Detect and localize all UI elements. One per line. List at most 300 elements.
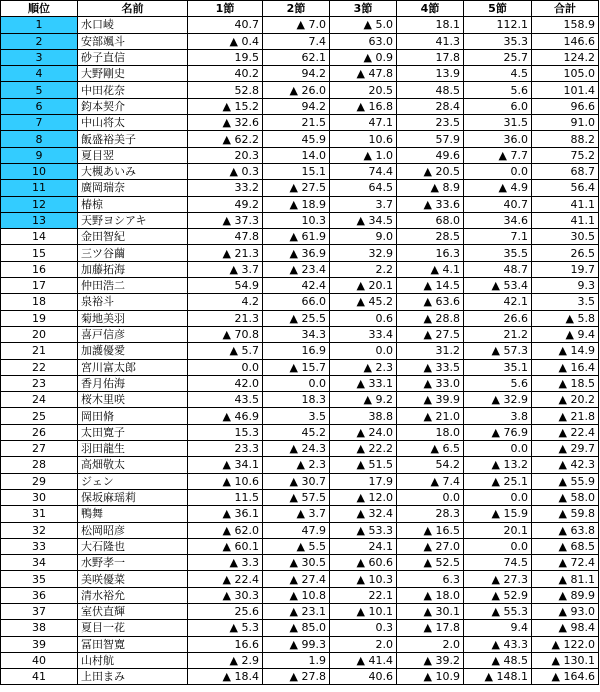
rank-cell: 30 <box>1 489 78 505</box>
total-cell: 30.5 <box>532 229 599 245</box>
round-3-cell: 20.5 <box>330 82 397 98</box>
round-5-cell: ▲ 43.3 <box>464 636 532 652</box>
round-2-cell: ▲ 23.1 <box>263 603 330 619</box>
total-cell: 146.6 <box>532 33 599 49</box>
round-4-cell: 28.5 <box>397 229 464 245</box>
total-cell: 75.2 <box>532 147 599 163</box>
table-row <box>1 538 599 554</box>
round-5-cell: 48.7 <box>464 261 532 277</box>
rank-cell: 23 <box>1 375 78 391</box>
table-row <box>1 571 599 587</box>
round-5-cell: 35.5 <box>464 245 532 261</box>
round-5-cell: 34.6 <box>464 212 532 228</box>
round-2-cell: ▲ 27.8 <box>263 669 330 685</box>
name-cell: 岡田脩 <box>78 408 188 424</box>
round-2-cell: ▲ 5.5 <box>263 538 330 554</box>
table-row <box>1 17 599 33</box>
round-3-cell: 24.1 <box>330 538 397 554</box>
round-4-cell: ▲ 63.6 <box>397 294 464 310</box>
round-2-cell: ▲ 57.5 <box>263 489 330 505</box>
round-3-cell: ▲ 16.8 <box>330 98 397 114</box>
header-name: 名前 <box>78 1 188 17</box>
round-4-cell: 41.3 <box>397 33 464 49</box>
header-round-5: 5節 <box>464 1 532 17</box>
name-cell: 中田花奈 <box>78 82 188 98</box>
round-1-cell: 40.2 <box>188 66 263 82</box>
name-cell: 高畑敬太 <box>78 457 188 473</box>
round-4-cell: 2.0 <box>397 636 464 652</box>
table-row <box>1 196 599 212</box>
round-5-cell: ▲ 15.9 <box>464 506 532 522</box>
round-4-cell: ▲ 27.5 <box>397 326 464 342</box>
round-1-cell: 23.3 <box>188 441 263 457</box>
round-5-cell: ▲ 53.4 <box>464 278 532 294</box>
table-row <box>1 473 599 489</box>
round-5-cell: ▲ 52.9 <box>464 587 532 603</box>
round-5-cell: 9.4 <box>464 620 532 636</box>
name-cell: 清水裕允 <box>78 587 188 603</box>
total-cell: ▲ 89.9 <box>532 587 599 603</box>
table-row <box>1 652 599 668</box>
round-5-cell: ▲ 27.3 <box>464 571 532 587</box>
round-2-cell: 16.9 <box>263 343 330 359</box>
round-2-cell: 62.1 <box>263 49 330 65</box>
rank-cell: 14 <box>1 229 78 245</box>
round-1-cell: ▲ 70.8 <box>188 326 263 342</box>
total-cell: 56.4 <box>532 180 599 196</box>
round-3-cell: 0.3 <box>330 620 397 636</box>
rank-cell: 28 <box>1 457 78 473</box>
round-2-cell: 42.4 <box>263 278 330 294</box>
rank-cell: 1 <box>1 17 78 33</box>
name-cell: 松岡昭彦 <box>78 522 188 538</box>
round-1-cell: ▲ 36.1 <box>188 506 263 522</box>
round-4-cell: 54.2 <box>397 457 464 473</box>
total-cell: 158.9 <box>532 17 599 33</box>
round-4-cell: ▲ 20.5 <box>397 163 464 179</box>
round-2-cell: 66.0 <box>263 294 330 310</box>
name-cell: 冨田智寛 <box>78 636 188 652</box>
rank-cell: 35 <box>1 571 78 587</box>
total-cell: 124.2 <box>532 49 599 65</box>
table-row <box>1 522 599 538</box>
rank-cell: 5 <box>1 82 78 98</box>
round-1-cell: 16.6 <box>188 636 263 652</box>
round-2-cell: ▲ 85.0 <box>263 620 330 636</box>
name-cell: 山村航 <box>78 652 188 668</box>
round-1-cell: ▲ 62.0 <box>188 522 263 538</box>
round-1-cell: ▲ 5.7 <box>188 343 263 359</box>
round-4-cell: 48.5 <box>397 82 464 98</box>
round-4-cell: ▲ 28.8 <box>397 310 464 326</box>
total-cell: ▲ 98.4 <box>532 620 599 636</box>
round-1-cell: ▲ 62.2 <box>188 131 263 147</box>
round-3-cell: 74.4 <box>330 163 397 179</box>
round-3-cell: 2.2 <box>330 261 397 277</box>
round-1-cell: 4.2 <box>188 294 263 310</box>
name-cell: 鈞本契介 <box>78 98 188 114</box>
round-5-cell: ▲ 48.5 <box>464 652 532 668</box>
table-row <box>1 180 599 196</box>
round-1-cell: ▲ 3.7 <box>188 261 263 277</box>
round-3-cell: 9.0 <box>330 229 397 245</box>
round-2-cell: ▲ 24.3 <box>263 441 330 457</box>
round-2-cell: ▲ 25.5 <box>263 310 330 326</box>
round-5-cell: 3.8 <box>464 408 532 424</box>
name-cell: 大石隆也 <box>78 538 188 554</box>
round-1-cell: 20.3 <box>188 147 263 163</box>
round-1-cell: ▲ 15.2 <box>188 98 263 114</box>
rank-cell: 10 <box>1 163 78 179</box>
round-5-cell: ▲ 7.7 <box>464 147 532 163</box>
round-5-cell: 74.5 <box>464 555 532 571</box>
table-row <box>1 278 599 294</box>
round-3-cell: 22.1 <box>330 587 397 603</box>
name-cell: 大槻あいみ <box>78 163 188 179</box>
round-3-cell: ▲ 2.3 <box>330 359 397 375</box>
round-2-cell: 94.2 <box>263 66 330 82</box>
total-cell: ▲ 21.8 <box>532 408 599 424</box>
round-5-cell: 4.5 <box>464 66 532 82</box>
name-cell: 仲田浩二 <box>78 278 188 294</box>
round-1-cell: 52.8 <box>188 82 263 98</box>
round-5-cell: 6.0 <box>464 98 532 114</box>
round-1-cell: ▲ 32.6 <box>188 115 263 131</box>
round-2-cell: 45.9 <box>263 131 330 147</box>
round-5-cell: 35.1 <box>464 359 532 375</box>
table-row <box>1 66 599 82</box>
round-2-cell: 45.2 <box>263 424 330 440</box>
round-5-cell: 0.0 <box>464 441 532 457</box>
rank-cell: 27 <box>1 441 78 457</box>
total-cell: 3.5 <box>532 294 599 310</box>
round-3-cell: 33.4 <box>330 326 397 342</box>
round-4-cell: 28.4 <box>397 98 464 114</box>
round-1-cell: 0.0 <box>188 359 263 375</box>
rank-cell: 32 <box>1 522 78 538</box>
round-3-cell: ▲ 5.0 <box>330 17 397 33</box>
name-cell: 夏目翌 <box>78 147 188 163</box>
table-row <box>1 82 599 98</box>
round-3-cell: 47.1 <box>330 115 397 131</box>
round-5-cell: 7.1 <box>464 229 532 245</box>
total-cell: ▲ 59.8 <box>532 506 599 522</box>
round-2-cell: ▲ 7.0 <box>263 17 330 33</box>
total-cell: ▲ 164.6 <box>532 669 599 685</box>
round-5-cell: ▲ 57.3 <box>464 343 532 359</box>
round-2-cell: ▲ 30.5 <box>263 555 330 571</box>
round-1-cell: 40.7 <box>188 17 263 33</box>
rank-cell: 29 <box>1 473 78 489</box>
name-cell: 天野ヨシアキ <box>78 212 188 228</box>
round-5-cell: 0.0 <box>464 163 532 179</box>
round-5-cell: 36.0 <box>464 131 532 147</box>
rank-cell: 2 <box>1 33 78 49</box>
round-2-cell: ▲ 27.5 <box>263 180 330 196</box>
round-5-cell: 25.7 <box>464 49 532 65</box>
rank-cell: 11 <box>1 180 78 196</box>
round-4-cell: ▲ 10.9 <box>397 669 464 685</box>
round-1-cell: 54.9 <box>188 278 263 294</box>
round-3-cell: ▲ 33.1 <box>330 375 397 391</box>
rank-cell: 36 <box>1 587 78 603</box>
rank-cell: 3 <box>1 49 78 65</box>
name-cell: 安部颯斗 <box>78 33 188 49</box>
round-1-cell: ▲ 0.4 <box>188 33 263 49</box>
rank-cell: 18 <box>1 294 78 310</box>
total-cell: ▲ 16.4 <box>532 359 599 375</box>
round-4-cell: ▲ 33.6 <box>397 196 464 212</box>
total-cell: 105.0 <box>532 66 599 82</box>
round-2-cell: 94.2 <box>263 98 330 114</box>
round-5-cell: 31.5 <box>464 115 532 131</box>
round-4-cell: 28.3 <box>397 506 464 522</box>
total-cell: 19.7 <box>532 261 599 277</box>
round-5-cell: 35.3 <box>464 33 532 49</box>
rank-cell: 20 <box>1 326 78 342</box>
round-3-cell: ▲ 9.2 <box>330 392 397 408</box>
rank-cell: 34 <box>1 555 78 571</box>
round-4-cell: 31.2 <box>397 343 464 359</box>
total-cell: 101.4 <box>532 82 599 98</box>
total-cell: 9.3 <box>532 278 599 294</box>
rank-cell: 21 <box>1 343 78 359</box>
round-3-cell: ▲ 20.1 <box>330 278 397 294</box>
rank-cell: 26 <box>1 424 78 440</box>
table-row <box>1 441 599 457</box>
round-2-cell: 14.0 <box>263 147 330 163</box>
total-cell: ▲ 18.5 <box>532 375 599 391</box>
round-1-cell: 21.3 <box>188 310 263 326</box>
name-cell: 加藤拓海 <box>78 261 188 277</box>
round-4-cell: 17.8 <box>397 49 464 65</box>
name-cell: 砂子直信 <box>78 49 188 65</box>
table-row <box>1 163 599 179</box>
round-2-cell: 15.1 <box>263 163 330 179</box>
round-2-cell: 18.3 <box>263 392 330 408</box>
round-4-cell: ▲ 21.0 <box>397 408 464 424</box>
round-2-cell: ▲ 15.7 <box>263 359 330 375</box>
rank-cell: 7 <box>1 115 78 131</box>
table-row <box>1 620 599 636</box>
total-cell: ▲ 42.3 <box>532 457 599 473</box>
table-row <box>1 359 599 375</box>
name-cell: 桜木里咲 <box>78 392 188 408</box>
round-5-cell: 0.0 <box>464 538 532 554</box>
round-1-cell: ▲ 34.1 <box>188 457 263 473</box>
round-3-cell: 17.9 <box>330 473 397 489</box>
rank-cell: 31 <box>1 506 78 522</box>
round-5-cell: 26.6 <box>464 310 532 326</box>
name-cell: 大野剛史 <box>78 66 188 82</box>
round-4-cell: ▲ 8.9 <box>397 180 464 196</box>
table-row <box>1 375 599 391</box>
name-cell: 椿椋 <box>78 196 188 212</box>
round-2-cell: 1.9 <box>263 652 330 668</box>
round-1-cell: 43.5 <box>188 392 263 408</box>
round-3-cell: 2.0 <box>330 636 397 652</box>
round-3-cell: ▲ 12.0 <box>330 489 397 505</box>
name-cell: 菊地美羽 <box>78 310 188 326</box>
name-cell: 泉裕斗 <box>78 294 188 310</box>
round-3-cell: 40.6 <box>330 669 397 685</box>
round-2-cell: ▲ 99.3 <box>263 636 330 652</box>
round-4-cell: ▲ 14.5 <box>397 278 464 294</box>
round-2-cell: 34.3 <box>263 326 330 342</box>
table-row <box>1 489 599 505</box>
round-3-cell: ▲ 45.2 <box>330 294 397 310</box>
round-1-cell: 15.3 <box>188 424 263 440</box>
round-3-cell: 32.9 <box>330 245 397 261</box>
name-cell: 喜戸信彦 <box>78 326 188 342</box>
round-1-cell: ▲ 3.3 <box>188 555 263 571</box>
table-row <box>1 587 599 603</box>
round-3-cell: ▲ 22.2 <box>330 441 397 457</box>
round-5-cell: 40.7 <box>464 196 532 212</box>
round-3-cell: ▲ 10.3 <box>330 571 397 587</box>
round-3-cell: ▲ 0.9 <box>330 49 397 65</box>
rank-cell: 19 <box>1 310 78 326</box>
total-cell: ▲ 72.4 <box>532 555 599 571</box>
round-3-cell: ▲ 51.5 <box>330 457 397 473</box>
round-3-cell: ▲ 47.8 <box>330 66 397 82</box>
round-1-cell: ▲ 18.4 <box>188 669 263 685</box>
table-row <box>1 49 599 65</box>
table-row <box>1 669 599 685</box>
round-4-cell: ▲ 27.0 <box>397 538 464 554</box>
name-cell: 夏目一花 <box>78 620 188 636</box>
round-4-cell: ▲ 39.2 <box>397 652 464 668</box>
table-row <box>1 229 599 245</box>
name-cell: 水野孝一 <box>78 555 188 571</box>
round-4-cell: 18.1 <box>397 17 464 33</box>
total-cell: ▲ 122.0 <box>532 636 599 652</box>
round-2-cell: 7.4 <box>263 33 330 49</box>
round-4-cell: ▲ 30.1 <box>397 603 464 619</box>
rank-cell: 22 <box>1 359 78 375</box>
name-cell: 三ツ谷繭 <box>78 245 188 261</box>
round-2-cell: 47.9 <box>263 522 330 538</box>
round-3-cell: ▲ 34.5 <box>330 212 397 228</box>
round-1-cell: ▲ 30.3 <box>188 587 263 603</box>
header-round-4: 4節 <box>397 1 464 17</box>
total-cell: ▲ 93.0 <box>532 603 599 619</box>
round-3-cell: ▲ 1.0 <box>330 147 397 163</box>
round-4-cell: 0.0 <box>397 489 464 505</box>
name-cell: 宮川富太郎 <box>78 359 188 375</box>
rank-cell: 37 <box>1 603 78 619</box>
round-3-cell: ▲ 32.4 <box>330 506 397 522</box>
rank-cell: 15 <box>1 245 78 261</box>
round-2-cell: 10.3 <box>263 212 330 228</box>
round-1-cell: ▲ 10.6 <box>188 473 263 489</box>
name-cell: 保坂麻瑶莉 <box>78 489 188 505</box>
round-3-cell: 64.5 <box>330 180 397 196</box>
round-2-cell: ▲ 18.9 <box>263 196 330 212</box>
round-4-cell: ▲ 7.4 <box>397 473 464 489</box>
round-1-cell: ▲ 46.9 <box>188 408 263 424</box>
total-cell: ▲ 81.1 <box>532 571 599 587</box>
round-4-cell: 23.5 <box>397 115 464 131</box>
table-row <box>1 310 599 326</box>
round-1-cell: ▲ 2.9 <box>188 652 263 668</box>
table-row <box>1 343 599 359</box>
round-3-cell: 38.8 <box>330 408 397 424</box>
round-4-cell: 68.0 <box>397 212 464 228</box>
rank-cell: 38 <box>1 620 78 636</box>
round-3-cell: ▲ 10.1 <box>330 603 397 619</box>
total-cell: 26.5 <box>532 245 599 261</box>
table-row <box>1 636 599 652</box>
total-cell: ▲ 14.9 <box>532 343 599 359</box>
rank-cell: 12 <box>1 196 78 212</box>
name-cell: 上田まみ <box>78 669 188 685</box>
round-4-cell: ▲ 52.5 <box>397 555 464 571</box>
round-5-cell: 21.2 <box>464 326 532 342</box>
name-cell: 中山将太 <box>78 115 188 131</box>
name-cell: 加護優愛 <box>78 343 188 359</box>
round-2-cell: ▲ 26.0 <box>263 82 330 98</box>
table-row <box>1 457 599 473</box>
round-5-cell: 5.6 <box>464 82 532 98</box>
total-cell: ▲ 58.0 <box>532 489 599 505</box>
round-5-cell: ▲ 32.9 <box>464 392 532 408</box>
table-row <box>1 147 599 163</box>
table-row <box>1 115 599 131</box>
name-cell: ジェン <box>78 473 188 489</box>
round-5-cell: ▲ 55.3 <box>464 603 532 619</box>
round-3-cell: 0.6 <box>330 310 397 326</box>
table-row <box>1 326 599 342</box>
rank-cell: 16 <box>1 261 78 277</box>
rank-cell: 17 <box>1 278 78 294</box>
round-1-cell: ▲ 60.1 <box>188 538 263 554</box>
round-1-cell: ▲ 37.3 <box>188 212 263 228</box>
rank-cell: 40 <box>1 652 78 668</box>
table-row <box>1 98 599 114</box>
round-1-cell: ▲ 21.3 <box>188 245 263 261</box>
round-4-cell: ▲ 6.5 <box>397 441 464 457</box>
round-1-cell: 42.0 <box>188 375 263 391</box>
round-5-cell: 112.1 <box>464 17 532 33</box>
rank-cell: 39 <box>1 636 78 652</box>
round-4-cell: ▲ 4.1 <box>397 261 464 277</box>
round-3-cell: 63.0 <box>330 33 397 49</box>
round-4-cell: ▲ 16.5 <box>397 522 464 538</box>
round-1-cell: 49.2 <box>188 196 263 212</box>
round-4-cell: 16.3 <box>397 245 464 261</box>
round-4-cell: 49.6 <box>397 147 464 163</box>
round-2-cell: ▲ 10.8 <box>263 587 330 603</box>
round-4-cell: ▲ 39.9 <box>397 392 464 408</box>
round-1-cell: ▲ 0.3 <box>188 163 263 179</box>
round-2-cell: ▲ 30.7 <box>263 473 330 489</box>
table-row <box>1 261 599 277</box>
round-3-cell: 3.7 <box>330 196 397 212</box>
round-4-cell: 57.9 <box>397 131 464 147</box>
table-row <box>1 131 599 147</box>
header-round-1: 1節 <box>188 1 263 17</box>
total-cell: 41.1 <box>532 212 599 228</box>
table-row <box>1 212 599 228</box>
total-cell: ▲ 20.2 <box>532 392 599 408</box>
round-1-cell: 25.6 <box>188 603 263 619</box>
round-2-cell: ▲ 3.7 <box>263 506 330 522</box>
round-3-cell: ▲ 60.6 <box>330 555 397 571</box>
name-cell: 飯盛裕美子 <box>78 131 188 147</box>
total-cell: ▲ 9.4 <box>532 326 599 342</box>
round-1-cell: 47.8 <box>188 229 263 245</box>
